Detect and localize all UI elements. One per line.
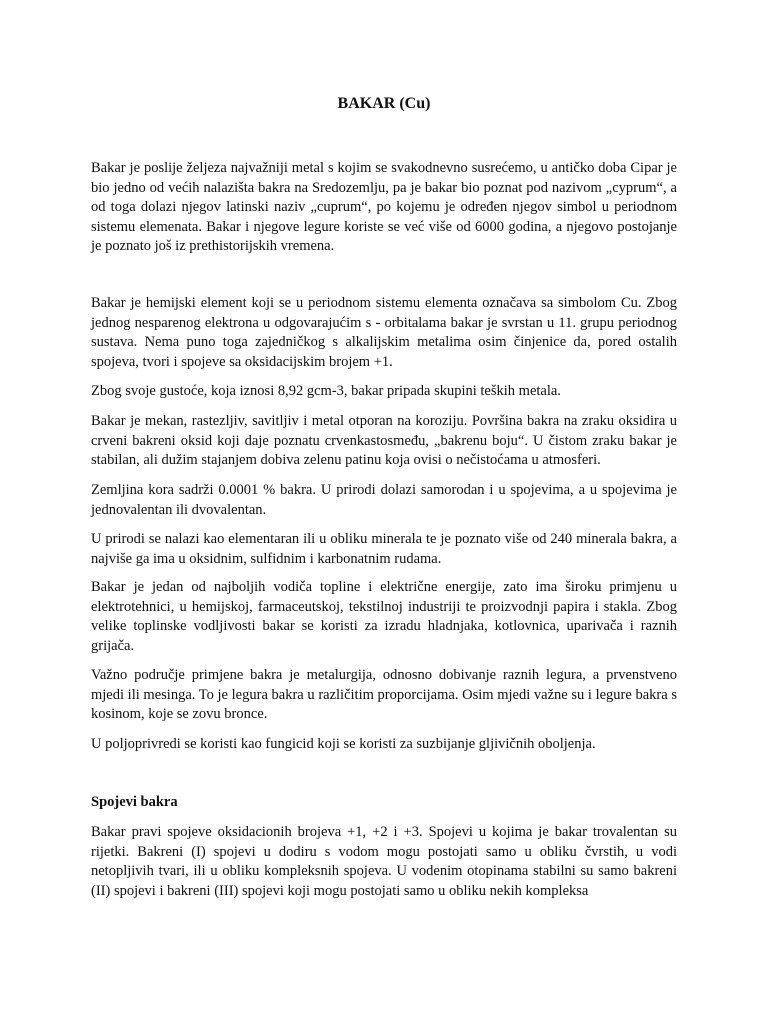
paragraph-earth-crust: Zemljina kora sadrži 0.0001 % bakra. U prirodi dolazi samorodan i u spojevima, a u spojevima je jednovalentan ili dvovalentan. bbox=[91, 482, 677, 518]
paragraph-density: Zbog svoje gustoće, koja iznosi 8,92 gcm-3, bakar pripada skupini teških metala. bbox=[91, 383, 561, 399]
paragraph-compounds: Bakar pravi spojeve oksidacionih brojeva +1, +2 i +3. Spojevi u kojima je bakar trovalentan su rijetki. Bakreni (I) spojevi u dodiru s vodom mogu postojati samo u obliku čvrstih, u vodi netopljivih tvari, ili u obliku kompleksnih spojeva. U vodenim otopinama stabilni su samo bakreni (II) spojevi i bakreni (III) spojevi koji mogu postojati samo u obliku nekih kompleksa bbox=[91, 824, 677, 899]
paragraph-minerals: U prirodi se nalazi kao elementaran ili u obliku minerala te je poznato više od 240 minerala bakra, a najviše ga ima u oksidnim, sulfidnim i karbonatnim rudama. bbox=[91, 531, 677, 567]
page-title: BAKAR (Cu) bbox=[337, 95, 431, 112]
paragraph-metallurgy: Važno područje primjene bakra je metalurgija, odnosno dobivanje raznih legura, a prvenstveno mjedi ili mesinga. To je legura bakra u različitim proporcijama. Osim mjedi važne su i legure bakra s kosinom, koje se zovu bronce. bbox=[91, 667, 677, 722]
paragraph-intro: Bakar je poslije željeza najvažniji metal s kojim se svakodnevno susrećemo, u antičko doba Cipar je bio jedno od većih nalazišta bakra na Sredozemlju, pa je bakar bio poznat pod nazivom „cyprum“, a od toga dolazi njegov latinski naziv „cuprum“, po kojemu je određen njegov simbol u periodnom sistemu elemenata. Bakar i njegove legure koriste se već više od 6000 godina, a njegovo postojanje je poznato još iz prethistorijskih vremena. bbox=[91, 160, 677, 254]
paragraph-conductivity: Bakar je jedan od najboljih vodiča topline i električne energije, zato ima široku primjenu u elektrotehnici, u hemijskoj, farmaceutskoj, tekstilnoj industriji te proizvodnji papira i stakla. Zbog velike toplinske vodljivosti bakar se koristi za izradu hladnjaka, kotlovnica, uparivača i raznih grijača. bbox=[91, 579, 677, 654]
section-heading: Spojevi bakra bbox=[91, 794, 178, 810]
paragraph-agriculture: U poljoprivredi se koristi kao fungicid koji se koristi za suzbijanje gljivičnih oboljenja. bbox=[91, 736, 596, 752]
paragraph-properties: Bakar je mekan, rastezljiv, savitljiv i metal otporan na koroziju. Površina bakra na zraku oksidira u crveni bakreni oksid koji daje poznatu crvenkastosmeđu, „bakrenu boju“. U čistom zraku bakar je stabilan, ali dužim stajanjem dobiva zelenu patinu koja ovisi o nečistoćama u atmosferi. bbox=[91, 413, 677, 468]
paragraph-element: Bakar je hemijski element koji se u periodnom sistemu elementa označava sa simbolom Cu. Zbog jednog nesparenog elektrona u odgovarajućim s - orbitalama bakar je svrstan u 11. grupu periodnog sustava. Nema puno toga zajedničkog s alkalijskim metalima osim činjenice da, pored ostalih spojeva, tvori i spojeve sa oksidacijskim brojem +1. bbox=[91, 295, 677, 370]
